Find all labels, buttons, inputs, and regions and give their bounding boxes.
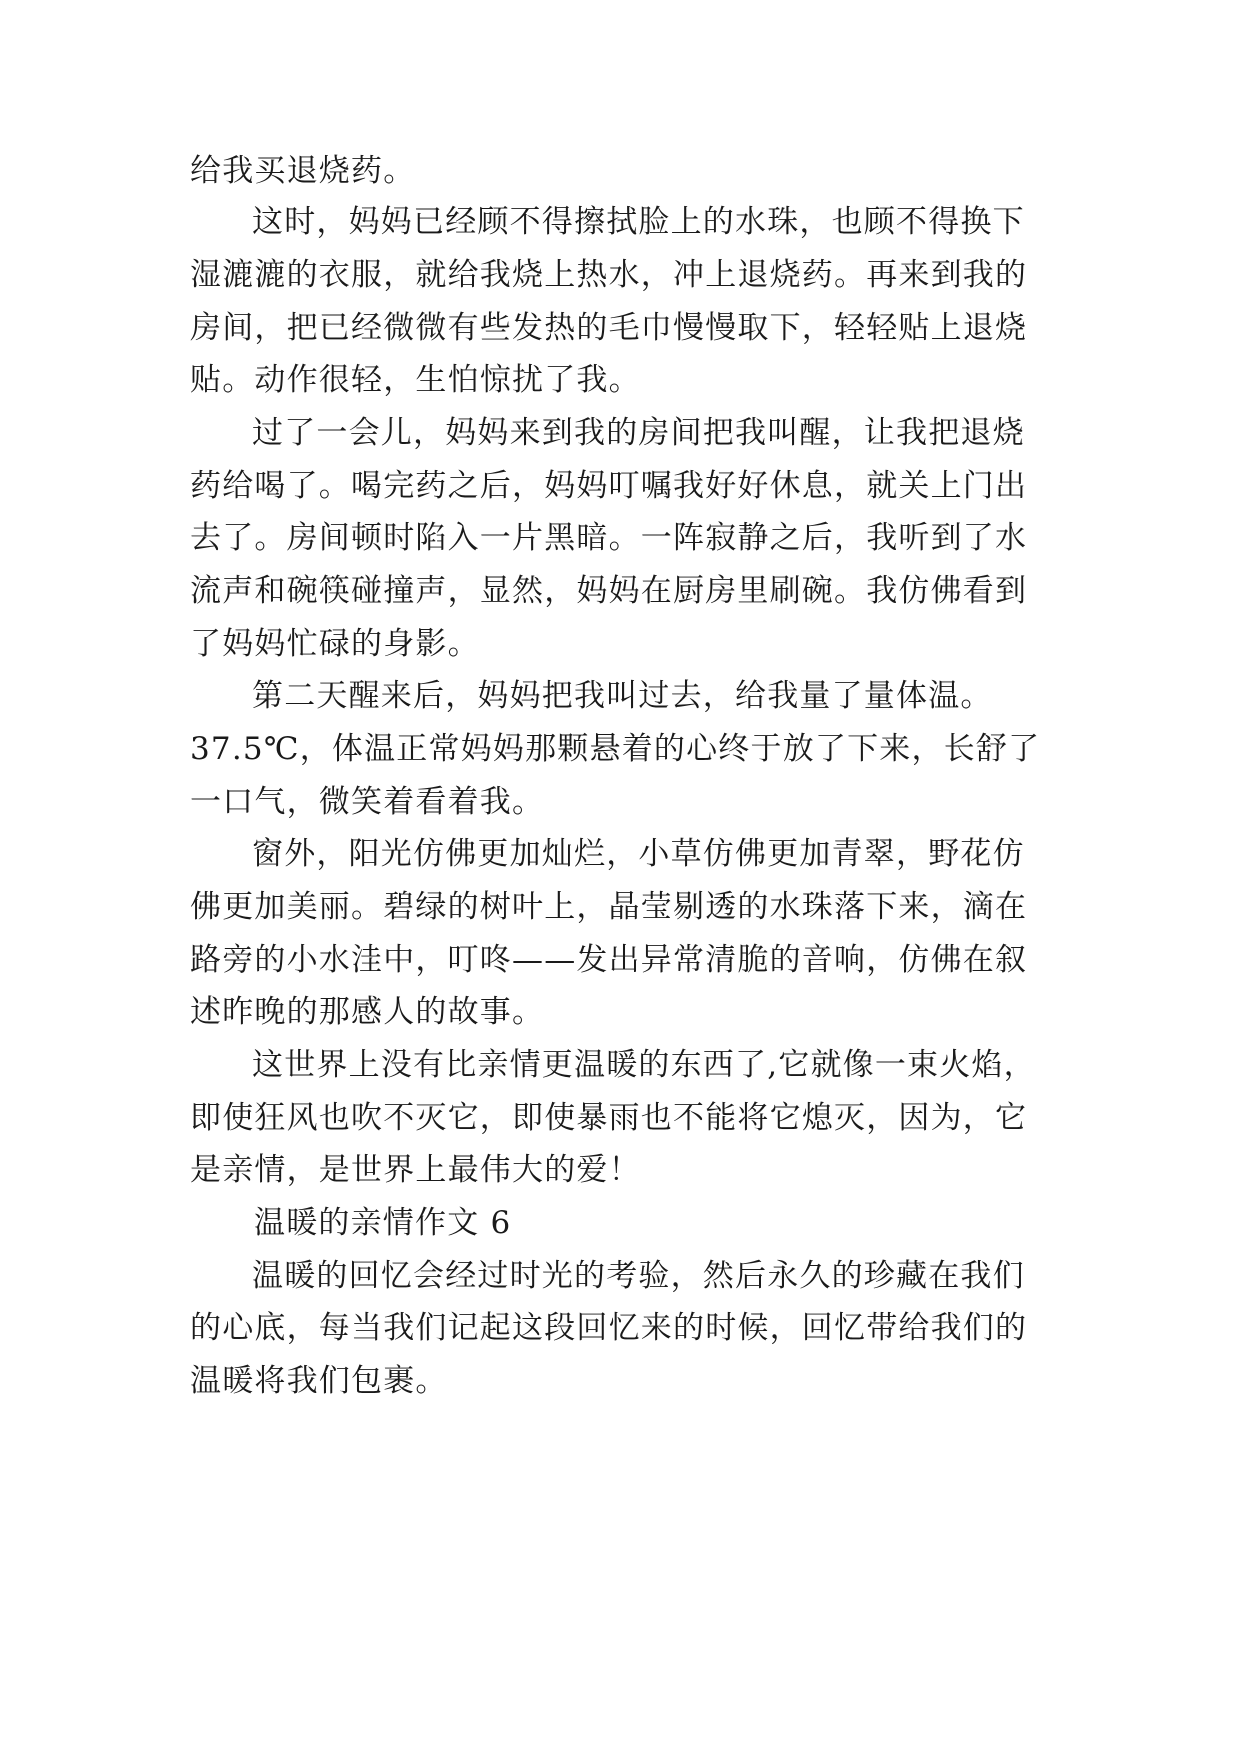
- paragraph-start: 这世界上没有比亲情更温暖的东西了,它就像一束火焰，: [252, 1047, 1036, 1083]
- text-line: 37.5℃，体温正常妈妈那颗悬着的心终于放了下来，长舒了: [190, 731, 1041, 767]
- text-line: 温暖将我们包裹。: [190, 1363, 448, 1399]
- text-line: 一口气，微笑着看着我。: [190, 784, 545, 820]
- text-line: 流声和碗筷碰撞声，显然，妈妈在厨房里刷碗。我仿佛看到: [190, 573, 1028, 609]
- text-line: 给我买退烧药。: [190, 153, 416, 189]
- paragraph-start: 过了一会儿，妈妈来到我的房间把我叫醒，让我把退烧: [252, 415, 1025, 451]
- paragraph-start: 窗外，阳光仿佛更加灿烂，小草仿佛更加青翠，野花仿: [252, 836, 1025, 872]
- text-line: 湿漉漉的衣服，就给我烧上热水，冲上退烧药。再来到我的: [190, 257, 1028, 293]
- paragraph-start: 温暖的回忆会经过时光的考验，然后永久的珍藏在我们: [252, 1258, 1025, 1294]
- text-line: 即使狂风也吹不灭它，即使暴雨也不能将它熄灭，因为，它: [190, 1100, 1028, 1136]
- text-line: 是亲情，是世界上最伟大的爱！: [190, 1152, 641, 1188]
- text-line: 了妈妈忙碌的身影。: [190, 626, 480, 662]
- paragraph-start: 第二天醒来后，妈妈把我叫过去，给我量了量体温。: [252, 678, 993, 714]
- text-line: 佛更加美丽。碧绿的树叶上，晶莹剔透的水珠落下来，滴在: [190, 889, 1028, 925]
- text-line: 房间，把已经微微有些发热的毛巾慢慢取下，轻轻贴上退烧: [190, 310, 1028, 346]
- section-heading: 温暖的亲情作文 6: [254, 1205, 512, 1241]
- text-line: 述昨晚的那感人的故事。: [190, 994, 545, 1030]
- text-line: 路旁的小水洼中，叮咚——发出异常清脆的音响，仿佛在叙: [190, 942, 1028, 978]
- text-line: 药给喝了。喝完药之后，妈妈叮嘱我好好休息，就关上门出: [190, 468, 1028, 504]
- text-line: 的心底，每当我们记起这段回忆来的时候，回忆带给我们的: [190, 1310, 1028, 1346]
- text-line: 贴。动作很轻，生怕惊扰了我。: [190, 362, 641, 398]
- text-line: 去了。房间顿时陷入一片黑暗。一阵寂静之后，我听到了水: [190, 520, 1028, 556]
- paragraph-start: 这时，妈妈已经顾不得擦拭脸上的水珠，也顾不得换下: [252, 204, 1025, 240]
